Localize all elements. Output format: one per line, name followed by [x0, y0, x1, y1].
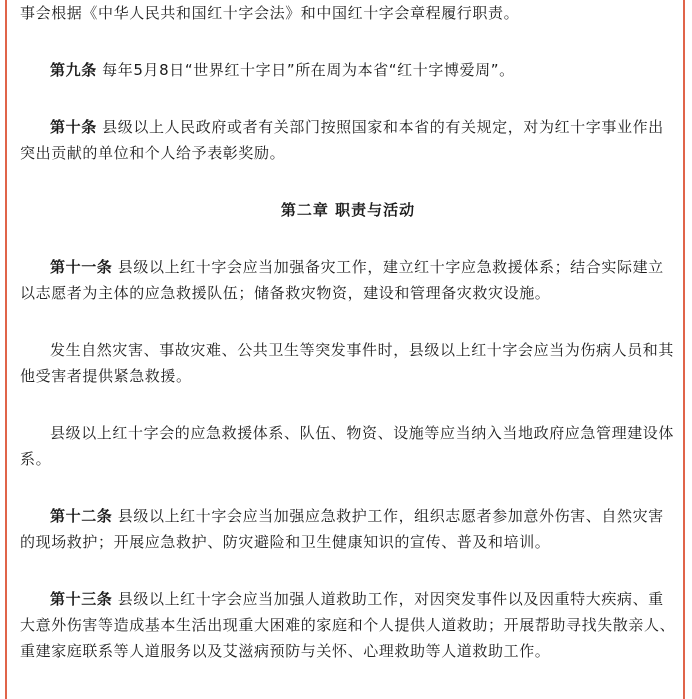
- paragraph-gap: [20, 166, 676, 197]
- article-12: [20, 503, 676, 555]
- paragraph-text: 事会根据《中华人民共和国红十字会法》和中国红十字会章程履行职责。: [20, 4, 520, 22]
- paragraph-text: 每年5月8日“世界红十字日”所在周为本省“红十字博爱周”。: [96, 61, 515, 79]
- paragraph-continuation: [20, 0, 676, 26]
- paragraph-gap: [20, 472, 676, 503]
- article-10: [20, 114, 676, 166]
- paragraph-gap: [20, 555, 676, 586]
- paragraph-text: 县级以上红十字会应当加强人道救助工作，对因突发事件以及因重特大疾病、重大意外伤害等造成基本生活出现重大困难的家庭和个人提供人道救助；开展帮助寻找失散亲人、重建家庭联系等人道服务以及艾滋病预防与关怀、心理救助等人道救助工作。: [20, 590, 676, 660]
- paragraph-text: 县级以上人民政府或者有关部门按照国家和本省的有关规定，对为红十字事业作出突出贡献的单位和个人给予表彰奖励。: [20, 118, 664, 162]
- paragraph-gap: [20, 223, 676, 254]
- paragraph-gap: [20, 26, 676, 57]
- paragraph-text: 县级以上红十字会的应急救援体系、队伍、物资、设施等应当纳入当地政府应急管理建设体系。: [20, 424, 675, 468]
- paragraph-gap: [20, 306, 676, 337]
- article-number: 第十二条: [50, 507, 113, 525]
- article-number: 第九条: [50, 61, 97, 79]
- paragraph-gap: [20, 389, 676, 420]
- article-11-paragraph-3: [20, 420, 676, 472]
- article-13: [20, 586, 676, 664]
- paragraph-text: 发生自然灾害、事故灾难、公共卫生等突发事件时，县级以上红十字会应当为伤病人员和其他受害者提供紧急救援。: [20, 341, 675, 385]
- paragraph-gap: [20, 83, 676, 114]
- paragraph-text: 县级以上红十字会应当加强备灾工作，建立红十字应急救援体系；结合实际建立以志愿者为主体的应急救援队伍；储备救灾物资，建设和管理备灾救灾设施。: [20, 258, 664, 302]
- chapter-heading: 第二章 职责与活动: [280, 201, 416, 219]
- paragraph-text: 县级以上红十字会应当加强应急救护工作，组织志愿者参加意外伤害、自然灾害的现场救护；开展应急救护、防灾避险和卫生健康知识的宣传、普及和培训。: [20, 507, 664, 551]
- article-number: 第十一条: [50, 258, 113, 276]
- article-number: 第十条: [50, 118, 97, 136]
- article-9: [20, 57, 676, 83]
- article-number: 第十三条: [50, 590, 113, 608]
- article-11-paragraph-2: [20, 337, 676, 389]
- article-content: [20, 0, 676, 664]
- article-11: [20, 254, 676, 306]
